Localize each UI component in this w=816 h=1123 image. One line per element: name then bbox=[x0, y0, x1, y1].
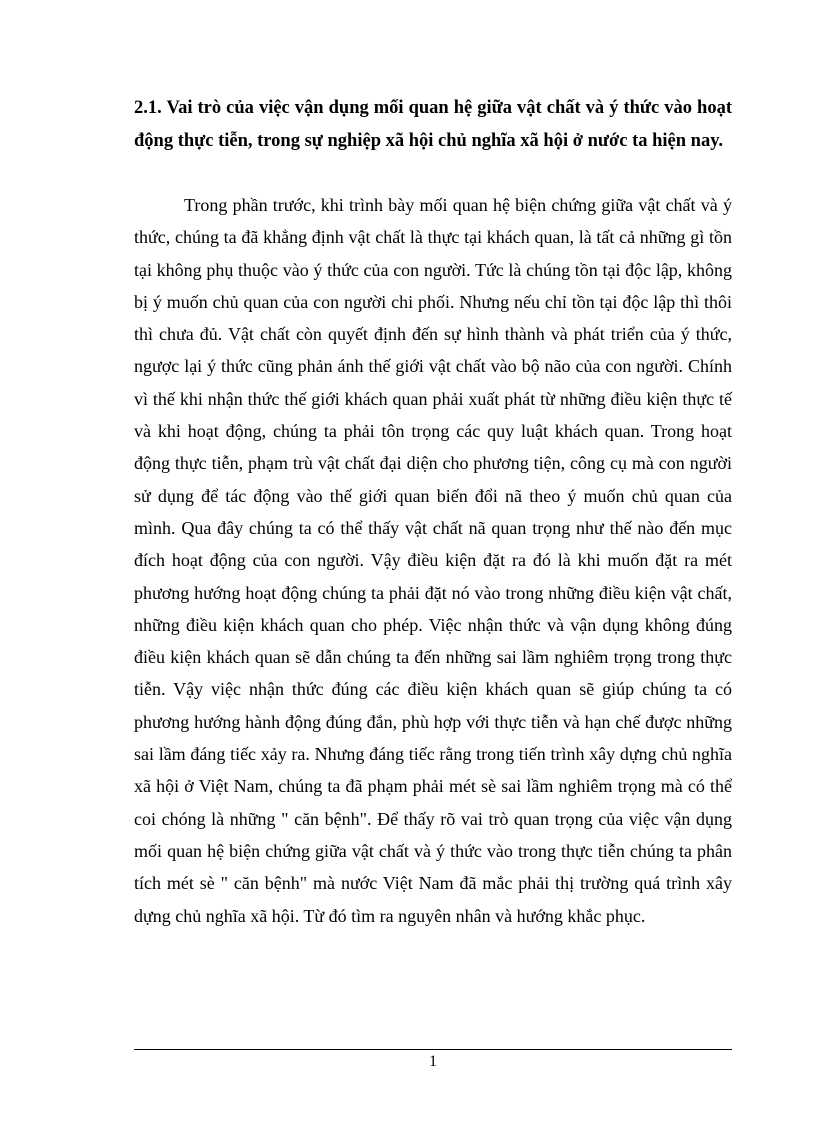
page-number: 1 bbox=[429, 1053, 437, 1070]
body-paragraph: Trong phần trước, khi trình bày mối quan hệ biện chứng giữa vật chất và ý thức, chúng ta đã khẳng định vật chất là thực tại khách quan, là tất cả những gì tồn tại không phụ thuộc vào ý thức của con người. Tức là chúng tồn tại độc lập, không bị ý muốn chủ quan của con người chi phối. Nhưng nếu chỉ tồn tại độc lập thì thôi thì chưa đủ. Vật chất còn quyết định đến sự hình thành và phát triển của ý thức, ngược lại ý thức cũng phản ánh thế giới vật chất vào bộ não của con người. Chính vì thế khi nhận thức thế giới khách quan phải xuất phát từ những điều kiện thực tế và khi hoạt động, chúng ta phải tôn trọng các quy luật khách quan. Trong hoạt động thực tiễn, phạm trù vật chất đại diện cho phương tiện, công cụ mà con người sử dụng để tác động vào thế giới quan biến đổi nã theo ý muốn chủ quan của mình. Qua đây chúng ta có thể thấy vật chất nã quan trọng như thế nào đến mục đích hoạt động của con người. Vậy điều kiện đặt ra đó là khi muốn đặt ra mét phương hướng hoạt động chúng ta phải đặt nó vào trong những điều kiện vật chất, những điều kiện khách quan cho phép. Việc nhận thức và vận dụng không đúng điều kiện khách quan sẽ dẫn chúng ta đến những sai lầm nghiêm trọng trong thực tiễn. Vậy việc nhận thức đúng các điều kiện khách quan sẽ giúp chúng ta có phương hướng hành động đúng đắn, phù hợp với thực tiễn và hạn chế được những sai lầm đáng tiếc xảy ra. Nhưng đáng tiếc rằng trong tiến trình xây dựng chủ nghĩa xã hội ở Việt Nam, chúng ta đã phạm phải mét sè sai lầm nghiêm trọng mà có thể coi chóng là những " căn bệnh". Để thấy rõ vai trò quan trọng của việc vận dụng mối quan hệ biện chứng giữa vật chất và ý thức vào trong thực tiễn chúng ta phân tích mét sè " căn bệnh" mà nước Việt Nam đã mắc phải thị trường quá trình xây dựng chủ nghĩa xã hội. Từ đó tìm ra nguyên nhân và hướng khắc phục. bbox=[134, 195, 732, 926]
section-heading: 2.1. Vai trò của việc vận dụng mối quan hệ giữa vật chất và ý thức vào hoạt động thực tiễn, trong sự nghiệp xã hội chủ nghĩa xã hội ở nước ta hiện nay. bbox=[134, 98, 732, 151]
footer-divider bbox=[134, 1049, 732, 1050]
